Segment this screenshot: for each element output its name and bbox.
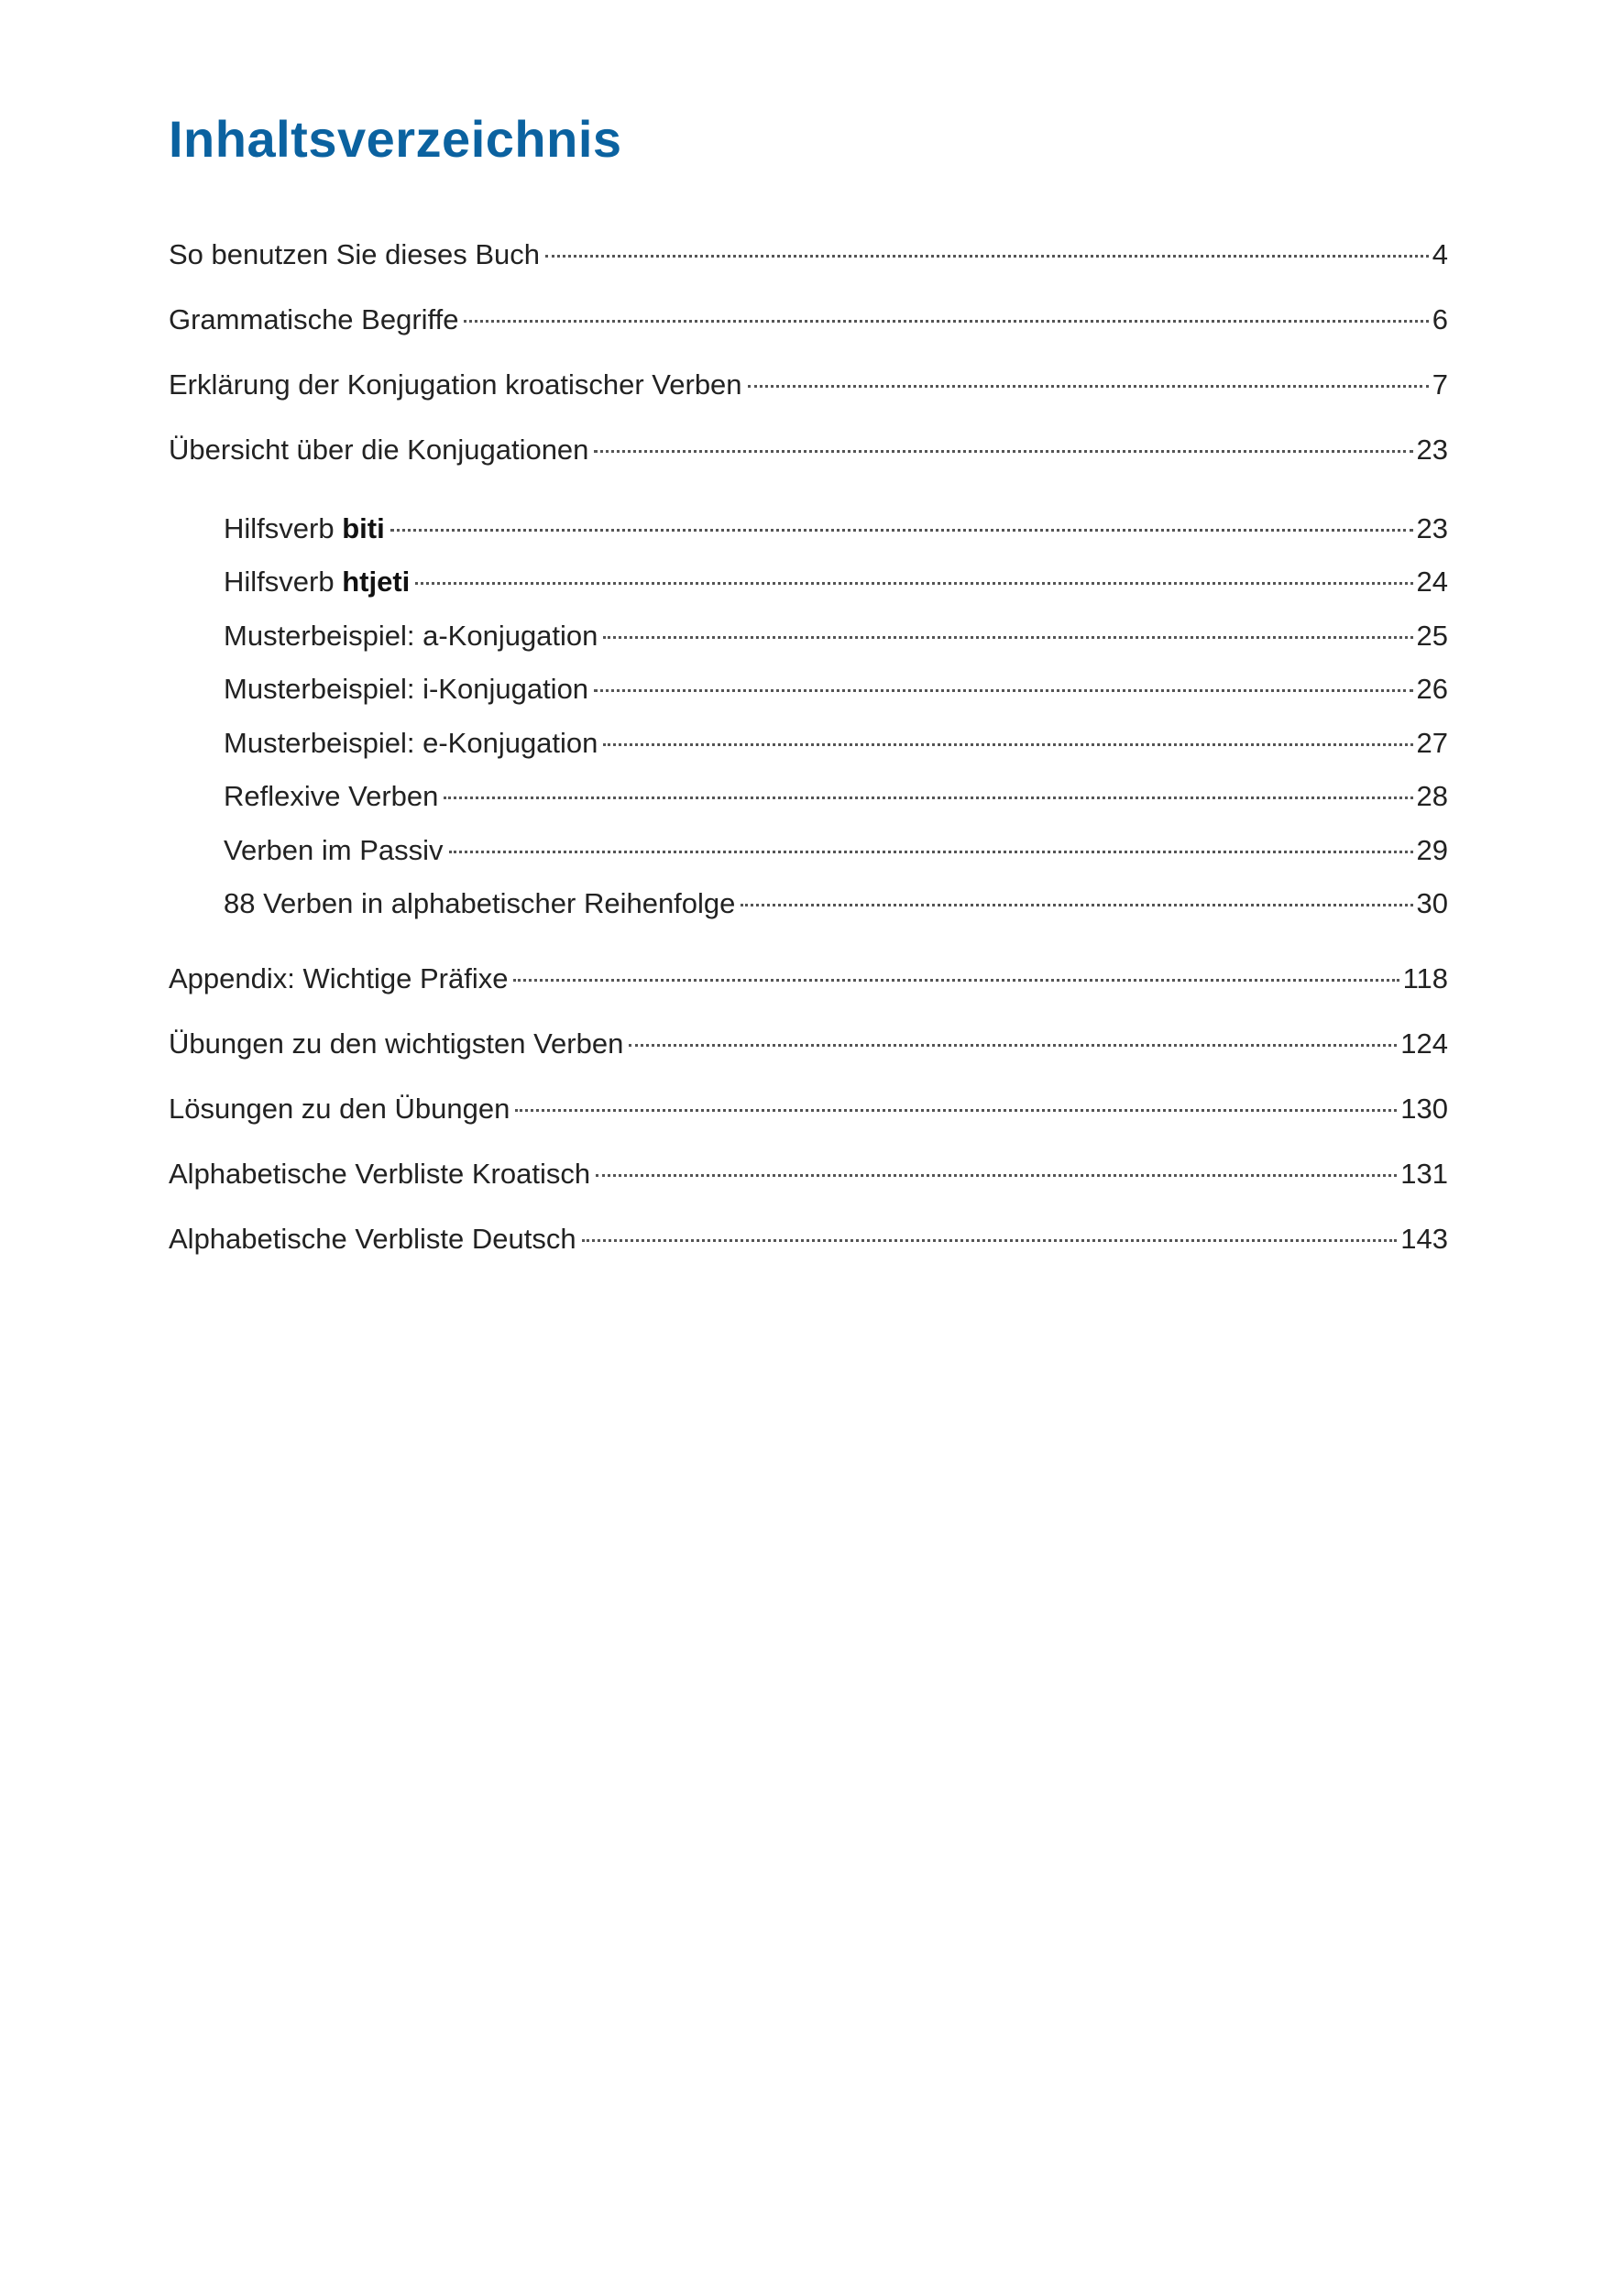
dot-leader [513, 979, 1399, 982]
toc-subentry[interactable] [224, 616, 1448, 656]
dot-leader [596, 1174, 1397, 1177]
toc-entry-label-prefix: Hilfsverb [224, 512, 343, 544]
toc-entry-label: Erklärung der Konjugation kroatischer Verben [169, 368, 742, 401]
dot-leader [415, 582, 1412, 585]
toc-entry-label [224, 562, 410, 602]
dot-leader [515, 1109, 1397, 1112]
toc-entry-page: 4 [1432, 238, 1448, 270]
toc-entry-label: 88 Verben in alphabetischer Reihenfolge [224, 887, 736, 919]
toc-entry[interactable] [169, 1219, 1448, 1259]
toc-entry-label: Musterbeispiel: a-Konjugation [224, 620, 598, 652]
toc-entry-page: 130 [1400, 1093, 1448, 1125]
toc-entry-label: Appendix: Wichtige Präfixe [169, 962, 509, 994]
dot-leader [741, 904, 1412, 906]
dot-leader [464, 320, 1428, 323]
toc-entry[interactable] [169, 1089, 1448, 1129]
toc-entry-page: 30 [1416, 887, 1448, 919]
dot-leader [390, 529, 1413, 532]
dot-leader [444, 796, 1412, 799]
toc-entry-page: 24 [1416, 566, 1448, 598]
toc-entry-page: 25 [1416, 620, 1448, 652]
toc-entry-page: 27 [1416, 727, 1448, 759]
toc-entry[interactable] [169, 300, 1448, 340]
toc-entry-page: 6 [1432, 303, 1448, 335]
toc-entry[interactable] [169, 959, 1448, 999]
toc-entry-page: 131 [1400, 1158, 1448, 1190]
toc-entry-label: Musterbeispiel: e-Konjugation [224, 727, 598, 759]
toc-entry-page: 118 [1402, 962, 1448, 994]
toc-entry-page: 124 [1400, 1027, 1448, 1060]
toc-entry-label-verb: biti [342, 512, 385, 544]
toc-entry[interactable] [169, 365, 1448, 405]
toc-entry-label: Übersicht über die Konjugationen [169, 434, 589, 466]
toc-subentry[interactable] [224, 830, 1448, 871]
toc-entry-label: Alphabetische Verbliste Deutsch [169, 1223, 576, 1255]
dot-leader [629, 1044, 1397, 1047]
dot-leader [449, 851, 1413, 853]
toc-entry-page: 23 [1416, 434, 1448, 466]
toc-entry[interactable] [169, 430, 1448, 470]
toc-subentry[interactable] [224, 669, 1448, 709]
toc-subentry[interactable] [224, 884, 1448, 924]
dot-leader [594, 689, 1412, 692]
dot-leader [545, 255, 1429, 258]
toc-entry-page: 29 [1416, 834, 1448, 866]
toc-entry-label: Reflexive Verben [224, 780, 439, 812]
toc-entry-label: Lösungen zu den Übungen [169, 1093, 510, 1125]
toc-entry-label: Übungen zu den wichtigsten Verben [169, 1027, 624, 1060]
toc-entry-page: 26 [1416, 673, 1448, 705]
page-title: Inhaltsverzeichnis [169, 110, 622, 168]
toc-entry[interactable] [169, 235, 1448, 275]
toc-entry-label: Alphabetische Verbliste Kroatisch [169, 1158, 591, 1190]
toc-subentry[interactable] [224, 562, 1448, 602]
toc-entry[interactable] [169, 1024, 1448, 1064]
toc-entry-label [224, 509, 385, 549]
toc-subentry[interactable] [224, 776, 1448, 817]
toc-entry-label: Verben im Passiv [224, 834, 444, 866]
dot-leader [603, 636, 1412, 639]
dot-leader [603, 743, 1412, 746]
toc-entry-label: So benutzen Sie dieses Buch [169, 238, 540, 270]
dot-leader [748, 385, 1429, 388]
toc-entry-page: 28 [1416, 780, 1448, 812]
toc-entry-page: 143 [1400, 1223, 1448, 1255]
toc-subentry[interactable] [224, 509, 1448, 549]
dot-leader [594, 450, 1412, 453]
toc-entry-page: 23 [1416, 512, 1448, 544]
toc-entry-label-verb: htjeti [342, 566, 411, 598]
toc-entry-label: Musterbeispiel: i-Konjugation [224, 673, 589, 705]
dot-leader [582, 1239, 1398, 1242]
toc-entry-label: Grammatische Begriffe [169, 303, 459, 335]
toc-entry-label-prefix: Hilfsverb [224, 566, 343, 598]
toc-entry[interactable] [169, 1154, 1448, 1194]
toc-subentry[interactable] [224, 723, 1448, 763]
toc-entry-page: 7 [1432, 368, 1448, 401]
